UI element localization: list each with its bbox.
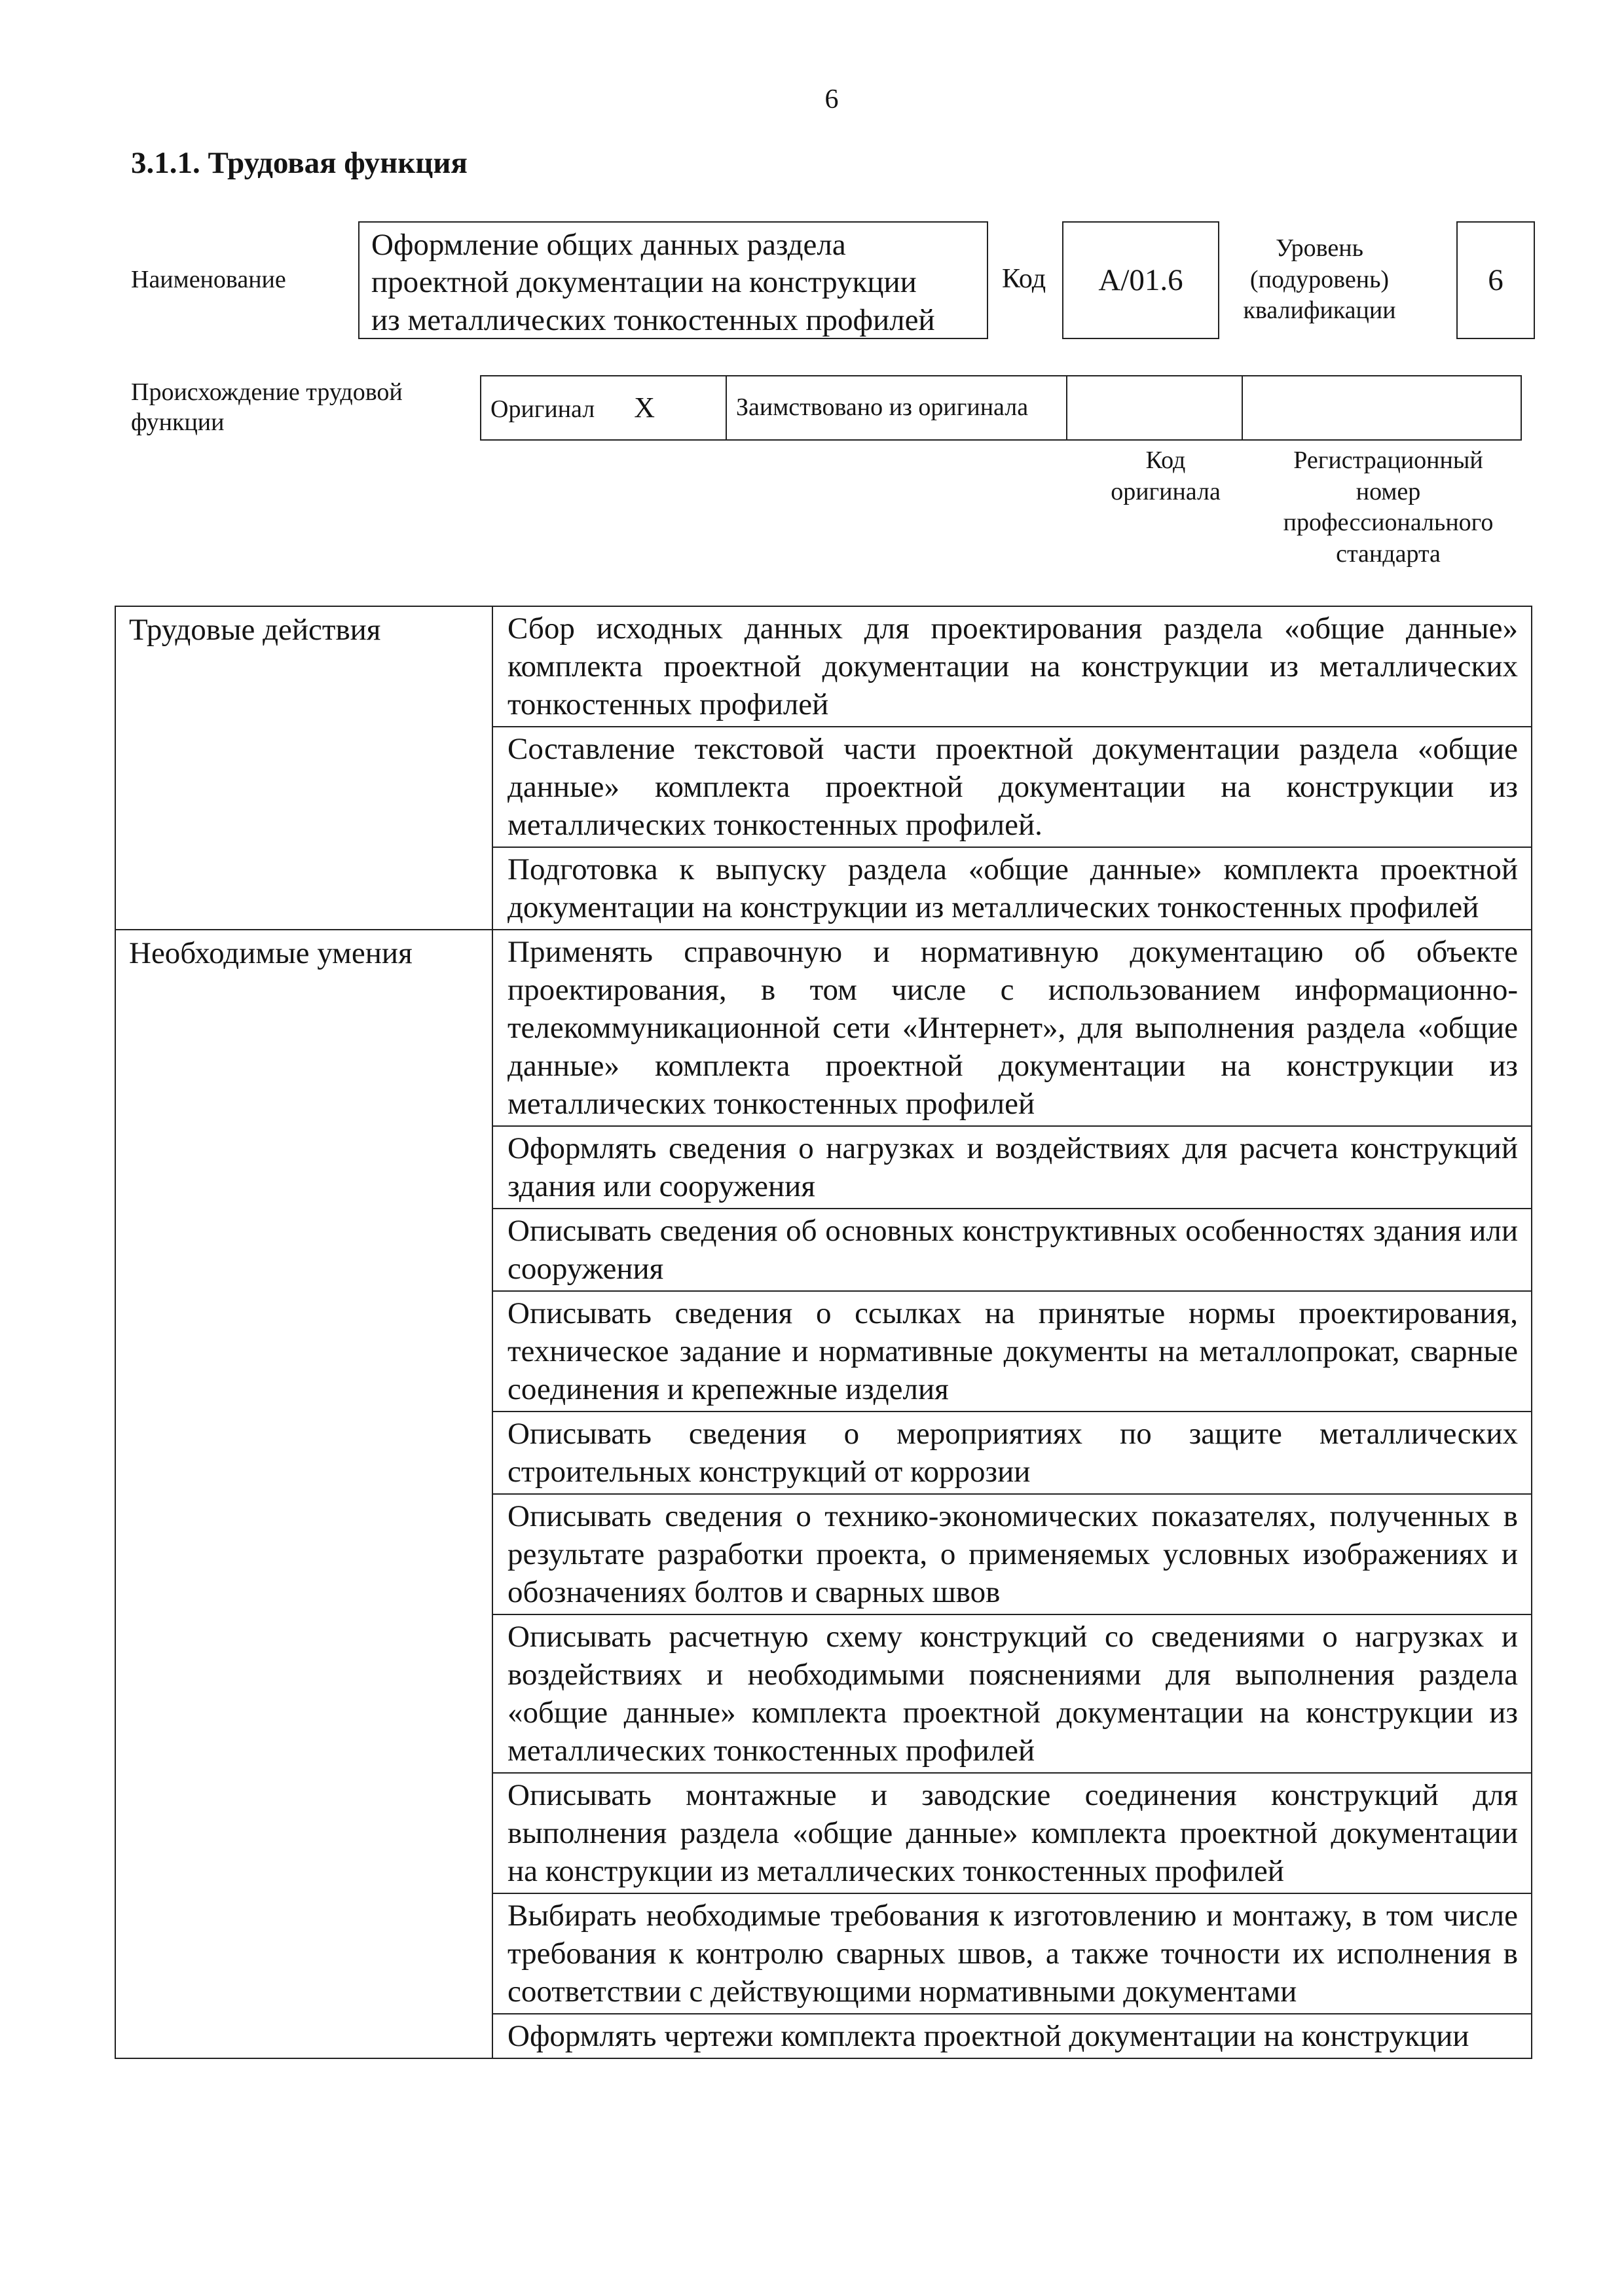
labor-action-item: Сбор исходных данных для проектирования раздела «общие данные» комплекта проектной документации на конструкции из металлических тонкостенных профилей (492, 606, 1532, 727)
borrowed-cell: Заимствовано из оригинала (726, 376, 1067, 440)
origin-table (480, 375, 1522, 441)
level-label (1231, 233, 1408, 327)
skill-item: Применять справочную и нормативную документацию об объекте проектирования, в том числе с использованием информационно-телекоммуникационной сети «Интернет», для выполнения раздела «общие данные» комплекта проектной документации на конструкции из металлических тонкостенных профилей (492, 930, 1532, 1126)
skill-item: Описывать сведения о технико-экономических показателях, полученных в результате разработки проекта, о применяемых условных изображениях и обозначениях болтов и сварных швов (492, 1494, 1532, 1614)
table-row (115, 606, 1532, 727)
level-label-line: (подуровень) (1249, 265, 1390, 293)
skill-item: Описывать расчетную схему конструкций со сведениями о нагрузках и воздействиях и необходимыми пояснениями для выполнения раздела «общие данные» комплекта проектной документации на конструкции из металлических тонкостенных профилей (492, 1614, 1532, 1773)
function-name-line: из металлических тонкостенных профилей (371, 302, 935, 337)
caption-line: стандарта (1336, 539, 1441, 568)
level-value: 6 (1456, 221, 1535, 339)
name-label: Наименование (131, 266, 286, 293)
labor-actions-header: Трудовые действия (115, 606, 492, 930)
caption-line: оригинала (1111, 477, 1221, 505)
level-label-line: Уровень (1276, 234, 1363, 262)
labor-function-table (115, 606, 1532, 2059)
original-cell (481, 376, 726, 440)
code-label: Код (1002, 264, 1046, 294)
labor-action-item: Составление текстовой части проектной документации раздела «общие данные» комплекта проектной документации на конструкции из металлических тонкостенных профилей. (492, 727, 1532, 847)
skills-header: Необходимые умения (115, 930, 492, 2058)
skill-item: Оформлять сведения о нагрузках и воздействиях для расчета конструкций здания или сооружения (492, 1126, 1532, 1209)
registration-number-cell (1242, 376, 1521, 440)
function-name-line: проектной документации на конструкции (371, 265, 917, 300)
original-label: Оригинал (490, 395, 595, 423)
skill-item: Описывать сведения о мероприятиях по защите металлических строительных конструкций от коррозии (492, 1412, 1532, 1494)
original-code-cell (1067, 376, 1242, 440)
section-title: 3.1.1. Трудовая функция (131, 146, 468, 180)
caption-line: номер (1356, 477, 1421, 505)
function-name-line: Оформление общих данных раздела (371, 228, 846, 262)
page-number: 6 (824, 84, 839, 115)
table-row (115, 930, 1532, 1126)
skill-item: Описывать сведения о ссылках на принятые нормы проектирования, техническое задание и нормативные документы на металлопрокат, сварные соединения и крепежные изделия (492, 1291, 1532, 1412)
caption-line: Код (1145, 446, 1186, 474)
origin-label: Происхождение трудовой функции (131, 378, 403, 437)
level-label-line: квалификации (1243, 297, 1396, 324)
skill-item: Описывать сведения об основных конструктивных особенностях здания или сооружения (492, 1209, 1532, 1291)
original-code-caption (1074, 445, 1257, 507)
skill-item: Описывать монтажные и заводские соединения конструкций для выполнения раздела «общие данные» комплекта проектной документации на конструкции из металлических тонкостенных профилей (492, 1773, 1532, 1893)
caption-line: Регистрационный (1293, 446, 1483, 474)
caption-line: профессионального (1283, 509, 1494, 536)
skill-item: Выбирать необходимые требования к изготовлению и монтажу, в том числе требования к контролю сварных швов, а также точности их исполнения в соответствии с действующими нормативными документами (492, 1893, 1532, 2014)
labor-action-item: Подготовка к выпуску раздела «общие данные» комплекта проектной документации на конструкции из металлических тонкостенных профилей (492, 847, 1532, 930)
registration-number-caption (1257, 445, 1519, 570)
original-mark: X (634, 391, 655, 424)
function-name-box (358, 221, 988, 339)
skill-item: Оформлять чертежи комплекта проектной документации на конструкции (492, 2014, 1532, 2058)
code-value: А/01.6 (1062, 221, 1219, 339)
